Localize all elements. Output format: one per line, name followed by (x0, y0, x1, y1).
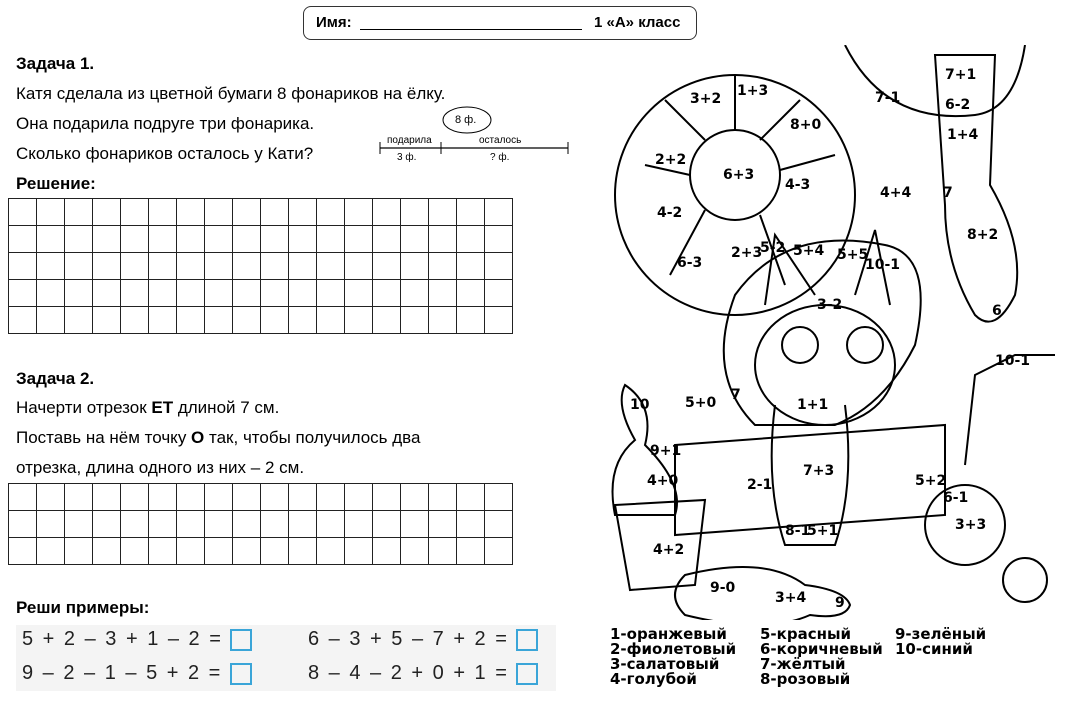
example-3: 9 – 2 – 1 – 5 + 2 = (22, 662, 223, 684)
task1-line-2: Она подарила подруге три фонарика. (16, 114, 315, 133)
coloring-label: 6+3 (723, 167, 755, 183)
legend-item: 4-голубой (610, 670, 697, 688)
answer-box-2[interactable] (516, 629, 538, 651)
coloring-label: 2-1 (747, 477, 773, 493)
coloring-labels (585, 45, 1067, 620)
legend-item: 2-фиолетовый (610, 640, 737, 658)
task1-line-1: Катя сделала из цветной бумаги 8 фонариков на ёлку. (16, 84, 446, 103)
coloring-label: 7+3 (803, 463, 835, 479)
answer-box-1[interactable] (230, 629, 252, 651)
examples-panel (16, 625, 556, 691)
scheme-right-value: ? ф. (490, 152, 510, 163)
legend-item: 5-красный (760, 625, 852, 643)
coloring-label: 4+4 (880, 185, 912, 201)
legend-col-2 (760, 627, 883, 687)
legend-item: 8-розовый (760, 670, 851, 688)
task1-title: Задача 1. (16, 54, 95, 73)
coloring-label: 7-1 (875, 90, 901, 106)
drawing-grid[interactable] (8, 483, 513, 565)
coloring-label: 9+1 (650, 443, 682, 459)
coloring-label: 5-2 (760, 240, 786, 256)
coloring-label: 6-2 (945, 97, 971, 113)
coloring-label: 1+4 (947, 127, 979, 143)
coloring-label: 4-2 (657, 205, 683, 221)
legend-item: 1-оранжевый (610, 625, 727, 643)
coloring-label: 9-0 (710, 580, 736, 596)
coloring-label: 5+0 (685, 395, 717, 411)
legend-item: 3-салатовый (610, 655, 720, 673)
coloring-label: 3+4 (775, 590, 807, 606)
coloring-label: 4+2 (653, 542, 685, 558)
coloring-label: 10-1 (865, 257, 901, 273)
coloring-label: 4+0 (647, 473, 679, 489)
coloring-label: 3+3 (955, 517, 987, 533)
coloring-label: 7+1 (945, 67, 977, 83)
coloring-label: 6-1 (943, 490, 969, 506)
segment-name: ЕТ (151, 398, 174, 417)
legend-item: 9-зелёный (895, 625, 987, 643)
coloring-label: 5+1 (807, 523, 839, 539)
task2-title: Задача 2. (16, 369, 95, 388)
coloring-label: 8+0 (790, 117, 822, 133)
name-box (303, 6, 697, 40)
legend-col-3 (895, 627, 986, 657)
legend-item: 6-коричневый (760, 640, 883, 658)
coloring-label: 2+2 (655, 152, 687, 168)
answer-box-3[interactable] (230, 663, 252, 685)
solution-label: Решение: (16, 174, 96, 193)
coloring-label: 2+3 (731, 245, 763, 261)
coloring-label: 8-1 (785, 523, 811, 539)
coloring-label: 6 (992, 303, 1002, 319)
task2-line-2: Поставь на нём точку О так, чтобы получилось два (16, 428, 421, 447)
coloring-label: 1+1 (797, 397, 829, 413)
name-label: Имя: (316, 14, 352, 31)
coloring-label: 8+2 (967, 227, 999, 243)
coloring-label: 5+5 (837, 247, 869, 263)
class-label: 1 «А» класс (594, 14, 681, 31)
task2-line-3: отрезка, длина одного из них – 2 см. (16, 458, 305, 477)
example-1: 5 + 2 – 3 + 1 – 2 = (22, 628, 223, 650)
example-2: 6 – 3 + 5 – 7 + 2 = (308, 628, 509, 650)
coloring-label: 9 (835, 595, 845, 611)
scheme-left-label: подарила (387, 135, 432, 146)
coloring-label: 3+2 (690, 91, 722, 107)
scheme-right-label: осталось (479, 135, 522, 146)
coloring-label: 4-3 (785, 177, 811, 193)
scheme-left-value: 3 ф. (397, 152, 417, 163)
coloring-label: 5+4 (793, 243, 825, 259)
name-line[interactable] (360, 29, 582, 30)
scheme-total: 8 ф. (455, 114, 477, 126)
point-name: О (191, 428, 205, 447)
coloring-label: 7 (943, 185, 953, 201)
legend-col-1 (610, 627, 736, 687)
answer-box-4[interactable] (516, 663, 538, 685)
task1-scheme (375, 106, 575, 170)
coloring-label: 10-1 (995, 353, 1031, 369)
examples-title: Реши примеры: (16, 598, 150, 617)
coloring-label: 1+3 (737, 83, 769, 99)
coloring-label: 3-2 (817, 297, 843, 313)
solution-grid[interactable] (8, 198, 513, 334)
legend-item: 7-жёлтый (760, 655, 846, 673)
coloring-label: 10 (630, 397, 650, 413)
coloring-label: 7 (731, 387, 741, 403)
coloring-label: 6-3 (677, 255, 703, 271)
example-4: 8 – 4 – 2 + 0 + 1 = (308, 662, 509, 684)
task2-line-1: Начерти отрезок ЕТ длиной 7 см. (16, 398, 280, 417)
task1-line-3: Сколько фонариков осталось у Кати? (16, 144, 314, 163)
coloring-label: 5+2 (915, 473, 947, 489)
legend-item: 10-синий (895, 640, 973, 658)
